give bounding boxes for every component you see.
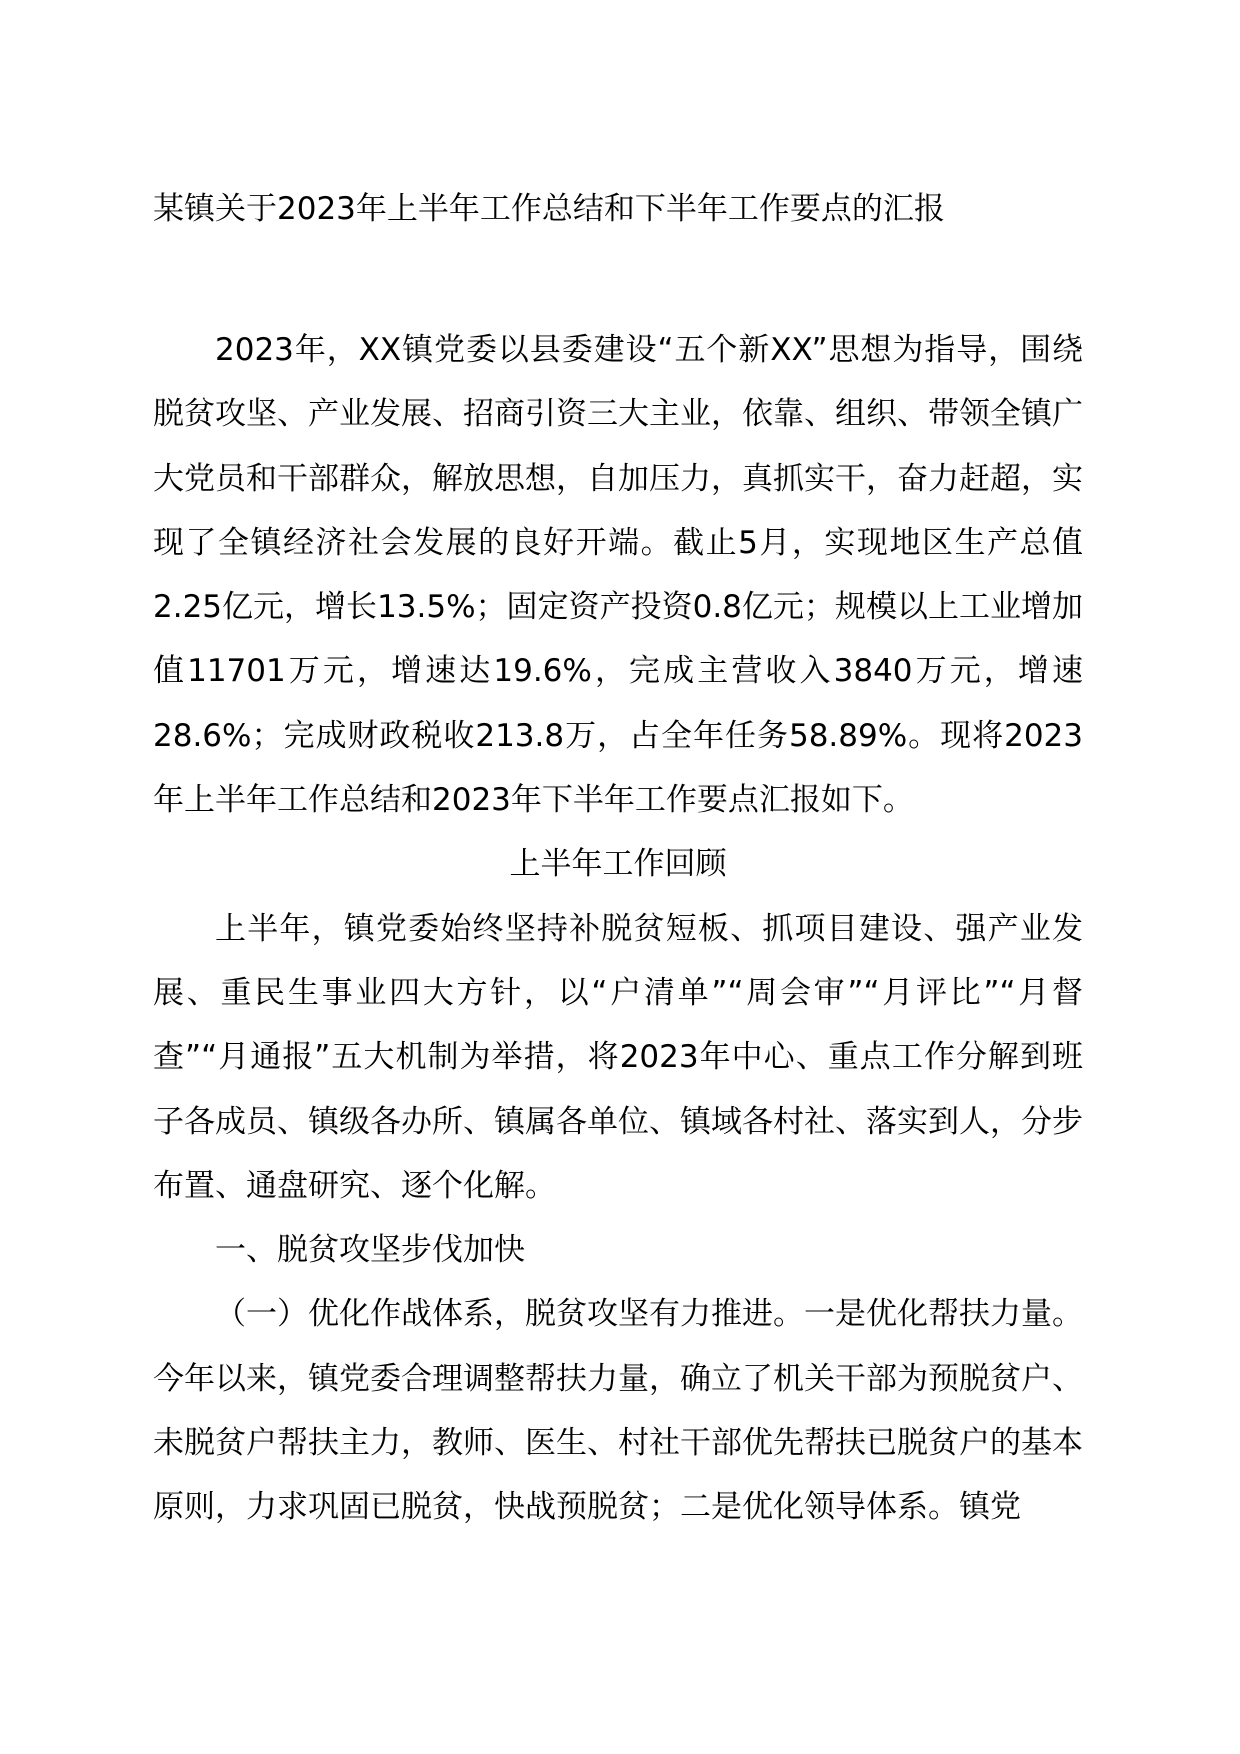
document-body xyxy=(153,318,1083,1540)
subitem-paragraph: （一）优化作战体系，脱贫攻坚有力推进。一是优化帮扶力量。今年以来，镇党委合理调整帮扶力量，确立了机关干部为预脱贫户、未脱贫户帮扶主力，教师、医生、村社干部优先帮扶已脱贫户的基本原则，力求巩固已脱贫，快战预脱贫；二是优化领导体系。镇党 xyxy=(153,1296,1083,1526)
item-heading: 一、脱贫攻坚步伐加快 xyxy=(215,1232,525,1269)
review-paragraph: 上半年，镇党委始终坚持补脱贫短板、抓项目建设、强产业发展、重民生事业四大方针，以“户清单”“周会审”“月评比”“月督查”“月通报”五大机制为举措，将2023年中心、重点工作分解到班子各成员、镇级各办所、镇属各单位、镇域各村社、落实到人，分步布置、通盘研究、逐个化解。 xyxy=(153,910,1083,1204)
document-title: 某镇关于2023年上半年工作总结和下半年工作要点的汇报 xyxy=(153,191,945,227)
section-heading: 上半年工作回顾 xyxy=(509,846,727,883)
intro-paragraph: 2023年，XX镇党委以县委建设“五个新XX”思想为指导，围绕脱贫攻坚、产业发展、招商引资三大主业，依靠、组织、带领全镇广大党员和干部群众，解放思想，自加压力，真抓实干，奋力赶超，实现了全镇经济社会发展的良好开端。截止5月，实现地区生产总值2.25亿元，增长13.5%；固定资产投资0.8亿元；规模以上工业增加值11701万元，增速达19.6%，完成主营收入3840万元，增速28.6%；完成财政税收213.8万，占全年任务58.89%。现将2023年上半年工作总结和2023年下半年工作要点汇报如下。 xyxy=(153,332,1083,819)
